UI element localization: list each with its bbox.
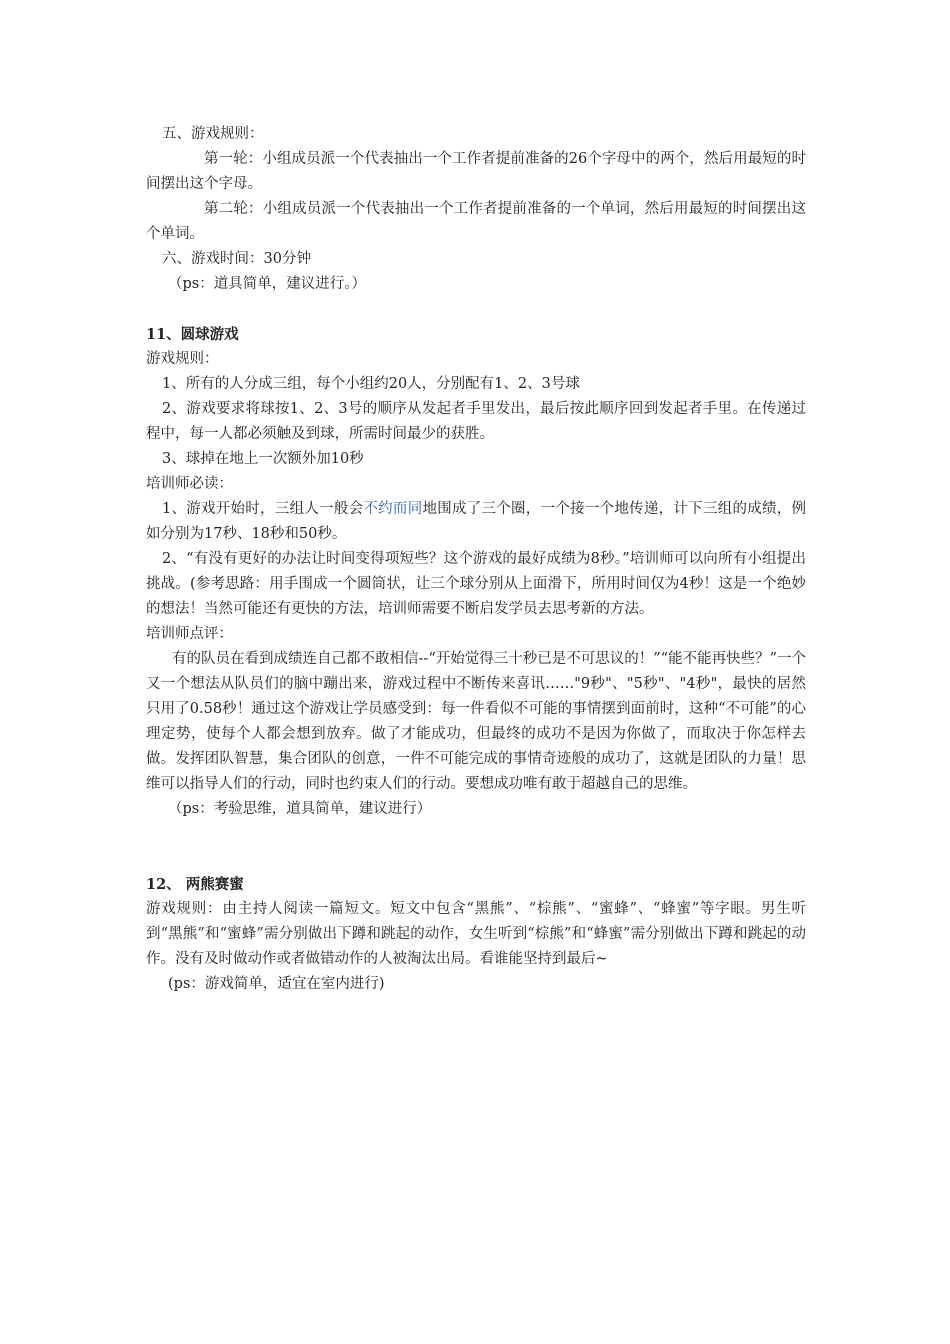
rules-heading: 五、游戏规则： (162, 126, 264, 142)
section-11-title: 11、圆球游戏 (146, 326, 239, 343)
section-11-ps-note: （ps：考验思维，道具简单，建议进行） (168, 801, 432, 817)
trainer-read-1 (146, 497, 806, 547)
trainer-comment-text: 有的队员在看到成绩连自己都不敢相信--“开始觉得三十秒已是不可思议的！”“能不能再快些？”一个又一个想法从队员们的脑中蹦出来，游戏过程中不断传来喜讯……"9秒"、"5秒"、"4秒"，最快的居然只用了0.58秒！通过这个游戏让学员感受到：每一件看似不可能的事情摆到面前时，这种“不可能”的心理定势，使每个人都会想到放弃。做了才能成功，但最终的成功不是因为你做了，而取决于你怎样去做。发挥团队智慧，集合团队的创意，一件不可能完成的事情奇迹般的成功了，这就是团队的力量！思维可以指导人们的行动，同时也约束人们的行动。要想成功唯有敢于超越自己的思维。 (146, 651, 806, 792)
section-11-rule-3: 3、球掉在地上一次额外加10秒 (162, 451, 364, 467)
section-12-rules: 游戏规则：由主持人阅读一篇短文。短文中包含“黑熊”、“棕熊”、“蜜蜂”、“蜂蜜”等字眼。男生听到“黑熊”和“蜜蜂”需分别做出下蹲和跳起的动作，女生听到“棕熊”和“蜂蜜”需分别做出下蹲和跳起的动作。没有及时做动作或者做错动作的人被淘汰出局。看谁能坚持到最后~ (146, 901, 806, 967)
trainer-read-1-after: 地围成了三个圈，一个接一个地传递，计下三组的成绩，例如分别为17秒、18秒和50秒。 (146, 501, 807, 542)
trainer-comment-label: 培训师点评： (146, 626, 233, 642)
spacer (146, 297, 806, 322)
game-time-text: 六、游戏时间：30分钟 (162, 251, 311, 267)
section-12-ps-note: (ps：游戏简单，适宜在室内进行) (168, 976, 385, 992)
round-one-text: 第一轮：小组成员派一个代表抽出一个工作者提前准备的26个字母中的两个，然后用最短的时间摆出这个字母。 (146, 151, 806, 192)
section-11-rule-1: 1、所有的人分成三组，每个小组约20人，分别配有1、2、3号球 (162, 376, 580, 392)
bu-yue-er-tong-link[interactable]: 不约而同 (363, 501, 423, 517)
section-12-title: 12、 两熊赛蜜 (146, 876, 244, 893)
trainer-read-label: 培训师必读： (146, 476, 233, 492)
section-11-rule-2: 2、游戏要求将球按1、2、3号的顺序从发起者手里发出，最后按此顺序回到发起者手里。在传递过程中，每一人都必须触及到球，所需时间最少的获胜。 (146, 401, 806, 442)
round-two-text: 第二轮：小组成员派一个代表抽出一个工作者提前准备的一个单词，然后用最短的时间摆出这个单词。 (146, 201, 806, 242)
section-11-rules-label: 游戏规则： (146, 351, 219, 367)
document-body (146, 122, 806, 997)
trainer-read-1-before: 1、游戏开始时，三组人一般会 (162, 501, 364, 517)
spacer (146, 822, 806, 872)
trainer-read-2: 2、“有没有更好的办法让时间变得项短些？这个游戏的最好成绩为8秒。”培训师可以向所有小组提出挑战。(参考思路：用手围成一个圆筒状，让三个球分别从上面滑下，所用时间仅为4秒！这是一个绝妙的想法！当然可能还有更快的方法，培训师需要不断启发学员去思考新的方法。 (146, 551, 806, 617)
prev-ps-note: （ps：道具简单，建议进行。） (168, 276, 366, 292)
